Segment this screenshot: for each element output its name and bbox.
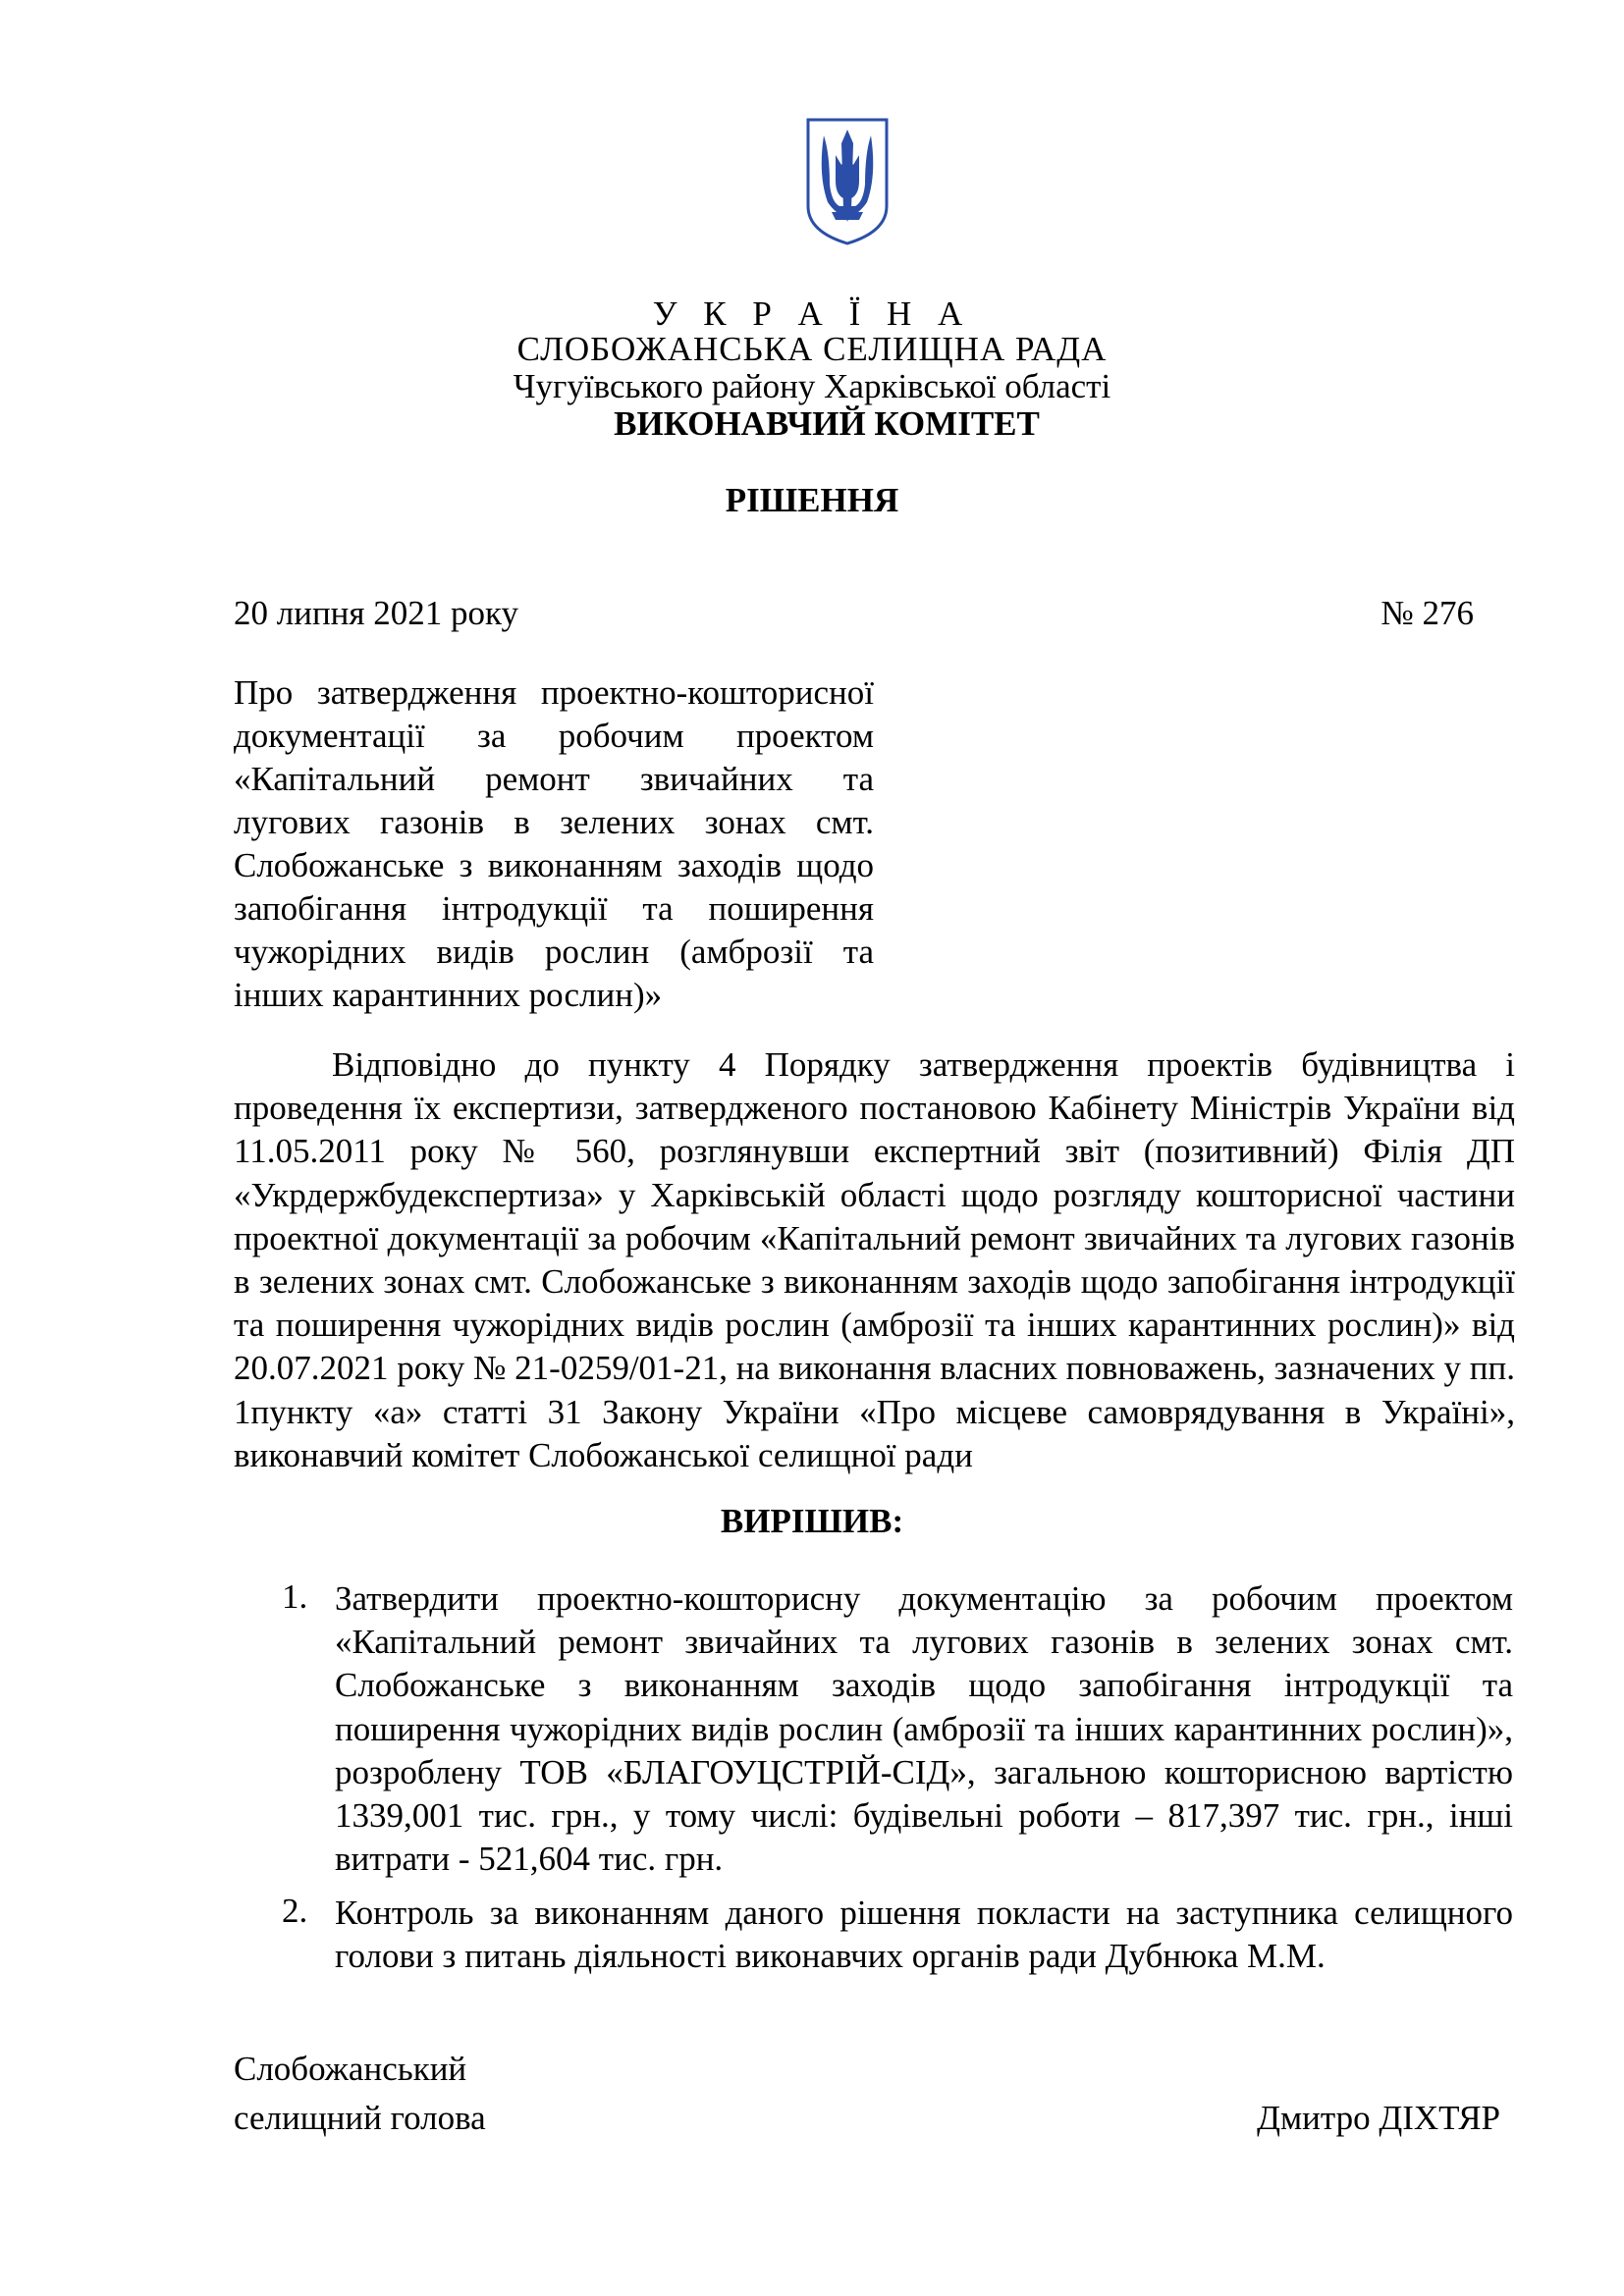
- country-name: У К Р А Ї Н А: [652, 294, 972, 333]
- document-type: РІШЕННЯ: [725, 481, 899, 519]
- signatory-title-line2: селищний голова: [234, 2099, 486, 2137]
- signatory-name: Дмитро ДІХТЯР: [1257, 2099, 1500, 2137]
- preamble-paragraph: Відповідно до пункту 4 Порядку затвердження проектів будівництва і проведення їх експертизи, затвердженого постановою Кабінету Міністрів України від 11.05.2011 року № 560, розглянувши експертний звіт (позитивний) Філія ДП «Укрдержбудекспертиза» у Харківській області щодо розгляду кошторисної частини проектної документації за робочим «Капітальний ремонт звичайних та лугових газонів в зелених зонах смт. Слобожанське з виконанням заходів щодо запобігання інтродукції та поширення чужорідних видів рослин (амброзії та інших карантинних рослин)» від 20.07.2021 року № 21-0259/01-21, на виконання власних повноважень, зазначених у пп. 1пункту «а» статті 31 Закону України «Про місцеве самоврядування в Україні», виконавчий комітет Слобожанської селищної ради: [234, 1045, 1515, 1474]
- coat-of-arms-icon: [802, 116, 893, 247]
- committee-name: ВИКОНАВЧИЙ КОМІТЕТ: [614, 404, 1040, 443]
- decision-number: 1.: [282, 1577, 308, 1616]
- document-date: 20 липня 2021 року: [234, 594, 519, 632]
- signatory-title-line1: Слобожанський: [234, 2050, 467, 2088]
- document-number: № 276: [1380, 594, 1474, 632]
- decision-number: 2.: [282, 1892, 308, 1930]
- council-name: СЛОБОЖАНСЬКА СЕЛИЩНА РАДА: [516, 330, 1108, 368]
- decision-text: Затвердити проектно-кошторисну документацію за робочим проектом «Капітальний ремонт звичайних та лугових газонів в зелених зонах смт. Слобожанське з виконанням заходів щодо запобігання інтродукції та поширення чужорідних видів рослин (амброзії та інших карантинних рослин)», розроблену ТОВ «БЛАГОУЦСТРІЙ-СІД», загальною кошторисною вартістю 1339,001 тис. грн., у тому числі: будівельні роботи – 817,397 тис. грн., інші витрати - 521,604 тис. грн.: [335, 1579, 1513, 1879]
- document-subject: Про затвердження проектно-кошторисної документації за робочим проектом «Капітальний ремонт звичайних та лугових газонів в зелених зонах смт. Слобожанське з виконанням заходів щодо запобігання інтродукції та поширення чужорідних видів рослин (амброзії та інших карантинних рослин)»: [234, 673, 874, 1014]
- resolved-heading: ВИРІШИВ:: [720, 1502, 904, 1540]
- decision-text: Контроль за виконанням даного рішення покласти на заступника селищного голови з питань діяльності виконавчих органів ради Дубнюка М.М.: [335, 1894, 1513, 1976]
- district-name: Чугуївського району Харківської області: [513, 367, 1111, 405]
